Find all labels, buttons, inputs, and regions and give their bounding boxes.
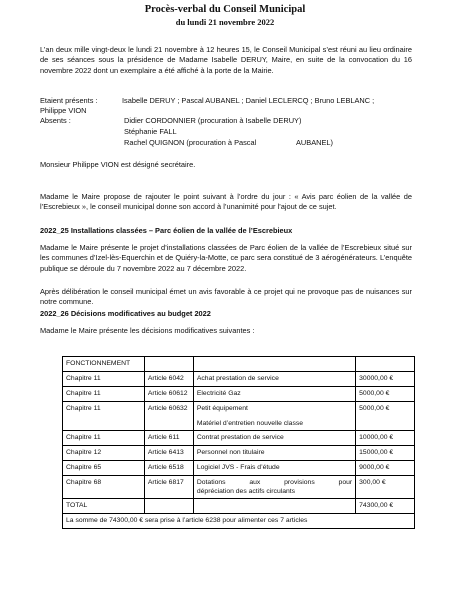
libelle-word: provisions <box>284 479 315 486</box>
chapitre-cell: Chapitre 11 <box>63 387 145 402</box>
absent-line: AUBANEL) <box>296 138 333 147</box>
total-label-cell: TOTAL <box>63 499 145 514</box>
montant-cell: 5000,00 € <box>356 402 415 431</box>
montant-cell: 10000,00 € <box>356 431 415 446</box>
table-footer-cell: La somme de 74300,00 € sera prise à l’article 6238 pour alimenter ces 7 articles <box>63 514 415 529</box>
montant-cell: 300,00 € <box>356 476 415 499</box>
libelle-word: pour <box>338 479 353 486</box>
libelle-line: dépréciation des actifs circulants <box>196 488 296 495</box>
chapitre-cell: Chapitre 12 <box>63 446 145 461</box>
budget-table <box>62 356 415 529</box>
chapitre-cell: Chapitre 11 <box>63 372 145 387</box>
libelle-cell <box>193 402 355 431</box>
table-row <box>63 372 415 387</box>
table-row <box>63 387 415 402</box>
article-cell: Article 6042 <box>144 372 193 387</box>
libelle-cell: Electricité Gaz <box>193 387 355 402</box>
eolien-paragraph: Madame le Maire présente le projet d’installations classées de Parc éolien de la vallée de l’Escrebieux situé sur les communes d’Izel-lès-Equerchin et de Quiéry-la-Motte, ce parc sera constitué de 3 aérogénérateurs. L’enquête publique se déroule du 7 novembre 2022 au 7 décembre 2022. <box>40 243 412 273</box>
article-cell: Article 60632 <box>144 402 193 431</box>
table-header-row <box>63 357 415 372</box>
article-cell: Article 60612 <box>144 387 193 402</box>
page-title: Procès-verbal du Conseil Municipal <box>144 4 306 15</box>
deliberation-paragraph: Après délibération le conseil municipal émet un avis favorable à ce projet qui ne provoque pas de nuisances sur notre commune. <box>40 287 412 307</box>
ajout-paragraph: Madame le Maire propose de rajouter le point suivant à l’ordre du jour : « Avis parc éolien de la vallée de l’Escrebieux », le conseil municipal donne son accord à l’unanimité pour l’ajout de ce sujet. <box>40 192 412 212</box>
absent-line: Stéphanie FALL <box>124 127 177 136</box>
table-footer-row <box>63 514 415 529</box>
section-title-eolien: 2022_25 Installations classées – Parc éolien de la vallée de l’Escrebieux <box>40 226 293 235</box>
table-row <box>63 446 415 461</box>
chapitre-cell: Chapitre 68 <box>63 476 145 499</box>
chapitre-cell: Chapitre 11 <box>63 402 145 431</box>
absents-label: Absents : <box>40 116 71 125</box>
budget-intro: Madame le Maire présente les décisions modificatives suivantes : <box>40 326 255 335</box>
libelle-line <box>197 478 352 487</box>
article-cell: Article 611 <box>144 431 193 446</box>
montant-cell: 5000,00 € <box>356 387 415 402</box>
article-cell: Article 6413 <box>144 446 193 461</box>
intro-paragraph: L’an deux mille vingt-deux le lundi 21 novembre à 12 heures 15, le Conseil Municipal s’est réuni au lieu ordinaire de ses séances sous la présidence de Madame Isabelle DERUY, Maire, en suite de la convocation du 16 novembre 2022 dont un exemplaire a été affiché à la porte de la Mairie. <box>40 45 412 75</box>
absent-line: Rachel QUIGNON (procuration à Pascal <box>124 138 257 147</box>
montant-cell: 9000,00 € <box>356 461 415 476</box>
libelle-line: Petit équipement <box>196 405 248 412</box>
table-total-row <box>63 499 415 514</box>
table-row <box>63 476 415 499</box>
article-cell: Article 6518 <box>144 461 193 476</box>
table-header-cell: FONCTIONNEMENT <box>63 357 145 372</box>
libelle-line: Matériel d’entretien nouvelle classe <box>196 420 304 427</box>
presents-names-cont: Philippe VION <box>40 106 87 115</box>
table-row <box>63 461 415 476</box>
chapitre-cell: Chapitre 11 <box>63 431 145 446</box>
libelle-cell: Contrat prestation de service <box>193 431 355 446</box>
absent-line: Didier CORDONNIER (procuration à Isabelle DERUY) <box>124 116 302 125</box>
libelle-cell: Achat prestation de service <box>193 372 355 387</box>
libelle-word: Dotations <box>196 479 226 486</box>
presents-names: Isabelle DERUY ; Pascal AUBANEL ; Daniel LECLERCQ ; Bruno LEBLANC ; <box>122 96 375 105</box>
table-row <box>63 431 415 446</box>
libelle-cell: Logiciel JVS - Frais d’étude <box>193 461 355 476</box>
article-cell: Article 6817 <box>144 476 193 499</box>
montant-cell: 15000,00 € <box>356 446 415 461</box>
montant-cell: 30000,00 € <box>356 372 415 387</box>
section-title-budget: 2022_26 Décisions modificatives au budget 2022 <box>40 309 211 318</box>
total-amount-cell: 74300,00 € <box>356 499 415 514</box>
libelle-word: aux <box>249 479 261 486</box>
secretaire-line: Monsieur Philippe VION est désigné secrétaire. <box>40 160 196 169</box>
libelle-cell <box>193 476 355 499</box>
table-row <box>63 402 415 431</box>
chapitre-cell: Chapitre 65 <box>63 461 145 476</box>
libelle-cell: Personnel non titulaire <box>193 446 355 461</box>
page-subtitle: du lundi 21 novembre 2022 <box>175 17 275 27</box>
presents-label: Etaient présents : <box>40 96 98 105</box>
